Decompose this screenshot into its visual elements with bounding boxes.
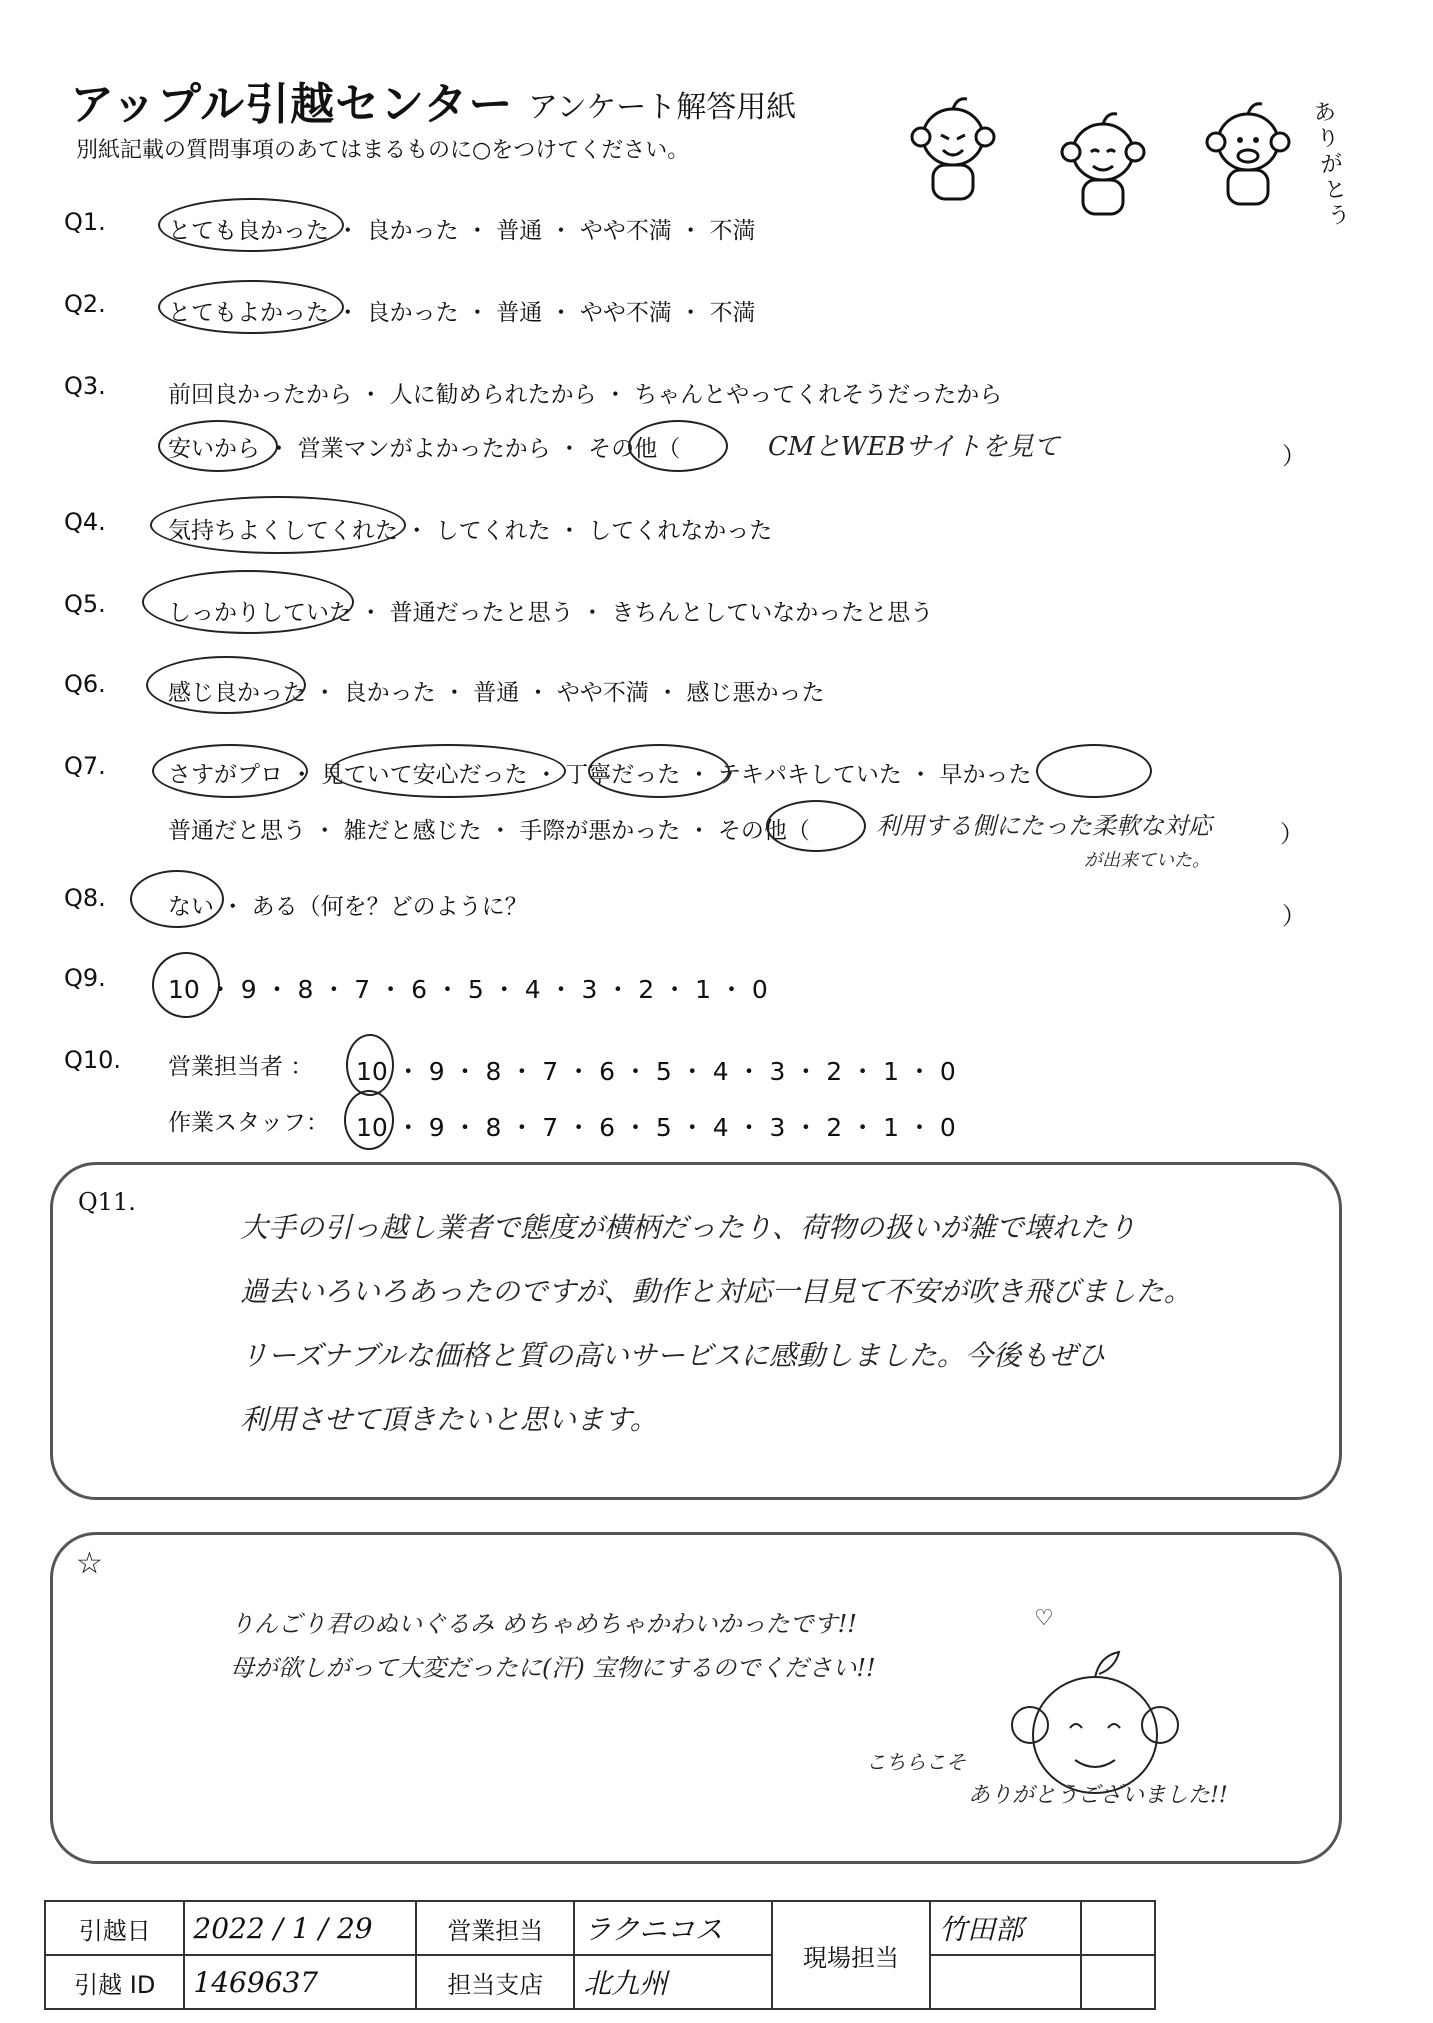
sales-value: ラクニコス [574, 1901, 772, 1955]
star-line: りんごり君のぬいぐるみ めちゃめちゃかわいかったです!! [230, 1610, 857, 1638]
q8-close-paren: ） [1282, 902, 1306, 930]
q2-label: Q2. [64, 290, 106, 318]
footer-info-table [44, 1900, 1156, 2010]
q7-answer-circle [588, 744, 730, 798]
q2-options: とてもよかった ・ 良かった ・ 普通 ・ やや不満 ・ 不満 [168, 300, 756, 326]
monkey-mascot-icon [905, 95, 1001, 203]
move-date-label: 引越日 [45, 1901, 184, 1955]
q7-other-answer: 利用する側にたった柔軟な対応 [876, 812, 1212, 840]
q6-answer-circle [146, 656, 306, 714]
form-subtitle: アンケート解答用紙 [528, 90, 797, 125]
q5-answer-circle [142, 570, 354, 634]
q8-answer-circle [130, 870, 224, 928]
star-icon: ☆ [76, 1546, 103, 1581]
company-title: アップル引越センター [70, 79, 514, 130]
star-line: 母が欲しがって大変だったに(汗) 宝物にするのでください!! [230, 1654, 876, 1682]
q10-label: Q10. [64, 1046, 122, 1074]
q3-answer-circle [158, 420, 278, 472]
monkey-mascot-icon [1055, 110, 1151, 218]
q5-label: Q5. [64, 590, 106, 618]
instruction-text: 別紙記載の質問事項のあてはまるものに○をつけてください。 [76, 138, 690, 163]
monkey-mascot-icon [1200, 100, 1296, 208]
q11-line: 過去いろいろあったのですが、動作と対応一目見て不安が吹き飛びました。 [240, 1275, 1192, 1308]
q8-options: ない ・ ある（何を？どのように？ [168, 894, 528, 920]
q7-other-circle [766, 800, 866, 852]
q1-label: Q1. [64, 208, 106, 236]
q10-sales-circle [346, 1034, 394, 1096]
q7-answer-circle [152, 744, 308, 798]
footer-empty-cell [1081, 1955, 1155, 2009]
q10-sales-scale: 10 ・ 9 ・ 8 ・ 7 ・ 6 ・ 5 ・ 4 ・ 3 ・ 2 ・ 1 ・ 0 [356, 1057, 956, 1086]
site-value: 竹田部 [930, 1901, 1081, 1955]
q1-answer-circle [158, 198, 344, 252]
q4-answer-circle [150, 496, 406, 554]
q7-answer-circle [1036, 744, 1152, 798]
q11-line: 大手の引っ越し業者で態度が横柄だったり、荷物の扱いが雑で壊れたり [240, 1211, 1137, 1244]
sales-label: 営業担当 [416, 1901, 574, 1955]
q6-options: 感じ良かった ・ 良かった ・ 普通 ・ やや不満 ・ 感じ悪かった [168, 680, 825, 706]
q7-options-line2: 普通だと思う ・ 雑だと感じた ・ 手際が悪かった ・ その他（ [168, 818, 810, 844]
move-id-label: 引越 ID [45, 1955, 184, 2009]
move-id-value: 1469637 [184, 1955, 416, 2009]
q3-options-line1: 前回良かったから ・ 人に勧められたから ・ ちゃんとやってくれそうだったから [168, 382, 1003, 408]
q11-line: 利用させて頂きたいと思います。 [240, 1403, 658, 1436]
q7-options-line1: さすがプロ ・ 見ていて安心だった ・ 丁寧だった ・ テキパキしていた ・ 早かった [168, 762, 1032, 788]
q7-label: Q7. [64, 752, 106, 780]
reply-line: こちらこそ [866, 1750, 966, 1774]
q7-other-answer-cont: が出来ていた。 [1084, 850, 1210, 871]
q7-close-paren: ） [1280, 820, 1304, 848]
q7-answer-circle [330, 744, 566, 798]
q8-label: Q8. [64, 884, 106, 912]
q4-label: Q4. [64, 508, 106, 536]
q6-label: Q6. [64, 670, 106, 698]
branch-value: 北九州 [574, 1955, 772, 2009]
q10-sales-label: 営業担当者 ： [168, 1054, 314, 1080]
q5-options: しっかりしていた ・ 普通だったと思う ・ きちんとしていなかったと思う [168, 600, 934, 626]
footer-empty-cell [1081, 1901, 1155, 1955]
heart-icon: ♡ [1034, 1606, 1054, 1631]
q4-options: 気持ちよくしてくれた ・ してくれた ・ してくれなかった [168, 518, 773, 544]
q11-line: リーズナブルな価格と質の高いサービスに感動しました。今後もぜひ [240, 1339, 1105, 1372]
q11-label: Q11. [78, 1188, 136, 1216]
q3-other-circle [628, 420, 728, 472]
q10-staff-scale: 10 ・ 9 ・ 8 ・ 7 ・ 6 ・ 5 ・ 4 ・ 3 ・ 2 ・ 1 ・ 0 [356, 1113, 956, 1142]
q3-other-answer: CMとWEBサイトを見て [768, 432, 1060, 462]
q9-answer-circle [152, 952, 220, 1018]
q3-close-paren: ） [1282, 442, 1306, 470]
thanks-vertical-text: ありがとう [1312, 99, 1352, 230]
q2-answer-circle [158, 280, 344, 334]
site-label: 現場担当 [772, 1901, 930, 2009]
q10-staff-circle [344, 1090, 394, 1150]
q9-scale: 10 ・ 9 ・ 8 ・ 7 ・ 6 ・ 5 ・ 4 ・ 3 ・ 2 ・ 1 ・ 0 [168, 975, 768, 1004]
q10-staff-label: 作業スタッフ： [168, 1110, 329, 1136]
q9-label: Q9. [64, 964, 106, 992]
move-date-value: 2022 / 1 / 29 [184, 1901, 416, 1955]
q1-options: とても良かった ・ 良かった ・ 普通 ・ やや不満 ・ 不満 [168, 218, 756, 244]
q3-options-line2: 安いから ・ 営業マンがよかったから ・ その他（ [168, 436, 681, 462]
footer-empty-cell [930, 1955, 1081, 2009]
reply-line: ありがとうございました!! [968, 1783, 1228, 1808]
branch-label: 担当支店 [416, 1955, 574, 2009]
q3-label: Q3. [64, 372, 106, 400]
